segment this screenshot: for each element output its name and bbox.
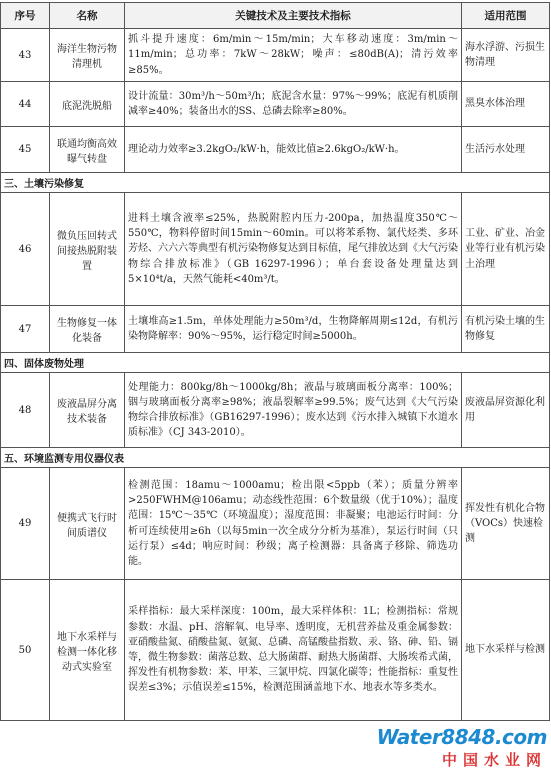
item-name: 便携式飞行时间质谱仪 <box>50 468 125 580</box>
item-tech-spec: 采样指标：最大采样深度：100m，最大采样体积：1L；检测指标：常规参数：水温、pH、溶解氧、电导率、透明度，无机营养盐及重金属参数：亚硝酸盐氮、硝酸盐氮、氨氮、总磷、高锰酸盐指数、汞、铬、砷、铅、镉等，微生物参数：菌落总数、总大肠菌群、耐热大肠菌群、大肠埃希式菌，挥发性有机物参数：苯、甲苯、三氯甲烷、四氯化碳等；性能指标：重复性误差≤3%；示值误差≤15%，检测范围涵盖地下水、地表水等多类水。 <box>125 580 462 721</box>
section-row <box>1 173 550 193</box>
watermark-site-name: 中国水业网 <box>441 751 547 769</box>
item-scope: 生活污水处理 <box>462 127 550 173</box>
item-scope: 有机污染土壤的生物修复 <box>462 306 550 353</box>
table-row <box>1 29 550 82</box>
header-tech: 关键技术及主要技术指标 <box>125 3 462 29</box>
header-scope: 适用范围 <box>462 3 550 29</box>
item-number: 48 <box>1 373 50 448</box>
table-body <box>1 29 550 721</box>
table-row <box>1 468 550 580</box>
item-name: 底泥洗脱船 <box>50 82 125 127</box>
section-row <box>1 448 550 468</box>
section-title: 五、环境监测专用仪器仪表 <box>1 448 550 468</box>
header-name: 名称 <box>50 3 125 29</box>
item-name: 联通均衡高效曝气转盘 <box>50 127 125 173</box>
item-name: 微负压回转式间接热脱附装置 <box>50 193 125 306</box>
item-scope: 工业、矿业、冶金业等行业有机污染土治理 <box>462 193 550 306</box>
watermark <box>377 725 547 770</box>
item-number: 43 <box>1 29 50 82</box>
item-tech-spec: 处理能力：800kg/8h～1000kg/8h；液晶与玻璃面板分离率：100%；铟与玻璃面板分离率≥98%；液晶裂解率≥99.5%；废气达到《大气污染物综合排放标准》（GB16297-1996）；废水达到《污水排入城镇下水道水质标准》（CJ 343-2010）。 <box>125 373 462 448</box>
table-row <box>1 306 550 353</box>
item-number: 49 <box>1 468 50 580</box>
section-row <box>1 353 550 373</box>
item-number: 47 <box>1 306 50 353</box>
item-scope: 挥发性有机化合物（VOCs）快速检测 <box>462 468 550 580</box>
item-number: 44 <box>1 82 50 127</box>
item-tech-spec: 检测范围：18amu～1000amu；检出限<5ppb（苯）；质量分辨率>250FWHM@106amu；动态线性范围：6个数量级（优于10%）；温度范围：15℃～35℃（环境温度）；湿度范围：非凝聚；电池运行时间：分析可连续使用≥6h（以每5min一次全成分分析为基准），泵运行时间（只运行泵）≤4d；响应时间：秒级；离子检测器：具备离子移除、筛选功能。 <box>125 468 462 580</box>
item-name: 生物修复一体化装备 <box>50 306 125 353</box>
item-scope: 地下水采样与检测 <box>462 580 550 721</box>
item-scope: 海水浮游、污损生物清理 <box>462 29 550 82</box>
table-row <box>1 373 550 448</box>
table-row <box>1 82 550 127</box>
item-tech-spec: 设计流量：30m³/h～50m³/h；底泥含水量：97%～99%；底泥有机质削减率≥40%；装备出水的SS、总磷去除率≥80%。 <box>125 82 462 127</box>
item-tech-spec: 土壤堆高≥1.5m，单体处理能力≥50m³/d，生物降解周期≤12d，有机污染物降解率：90%～95%，运行稳定时间≥5000h。 <box>125 306 462 353</box>
section-title: 四、固体废物处理 <box>1 353 550 373</box>
section-title: 三、土壤污染修复 <box>1 173 550 193</box>
item-number: 45 <box>1 127 50 173</box>
item-name: 海洋生物污物清理机 <box>50 29 125 82</box>
item-name: 废液晶屏分离技术装备 <box>50 373 125 448</box>
table-header-row <box>1 3 550 29</box>
item-tech-spec: 进料土壤含液率≤25%，热脱附腔内压力-200pa，加热温度350℃～550℃，物料停留时间15min～60min。可以将苯系物、氯代烃类、多环芳烃、六六六等典型有机污染物修复达到目标值，尾气排放达到《大气污染物综合排放标准》（GB 16297-1996）；单台套设备处理量达到5×10⁴t/a，天然气能耗<40m³/t。 <box>125 193 462 306</box>
item-tech-spec: 理论动力效率≥3.2kgO₂/kW·h，能效比值≥2.6kgO₂/kW·h。 <box>125 127 462 173</box>
table-row <box>1 127 550 173</box>
item-scope: 黑臭水体治理 <box>462 82 550 127</box>
header-num: 序号 <box>1 3 50 29</box>
item-scope: 废液晶屏资源化利用 <box>462 373 550 448</box>
item-tech-spec: 抓斗提升速度：6m/min～15m/min；大车移动速度：3m/min～11m/min；总功率：7kW～28kW；噪声：≤80dB(A)；清污效率≥85%。 <box>125 29 462 82</box>
table-row <box>1 580 550 721</box>
watermark-url: Water8848.com <box>376 725 547 749</box>
item-number: 50 <box>1 580 50 721</box>
item-number: 46 <box>1 193 50 306</box>
item-name: 地下水采样与检测一体化移动式实验室 <box>50 580 125 721</box>
technology-table <box>0 2 550 721</box>
table-row <box>1 193 550 306</box>
